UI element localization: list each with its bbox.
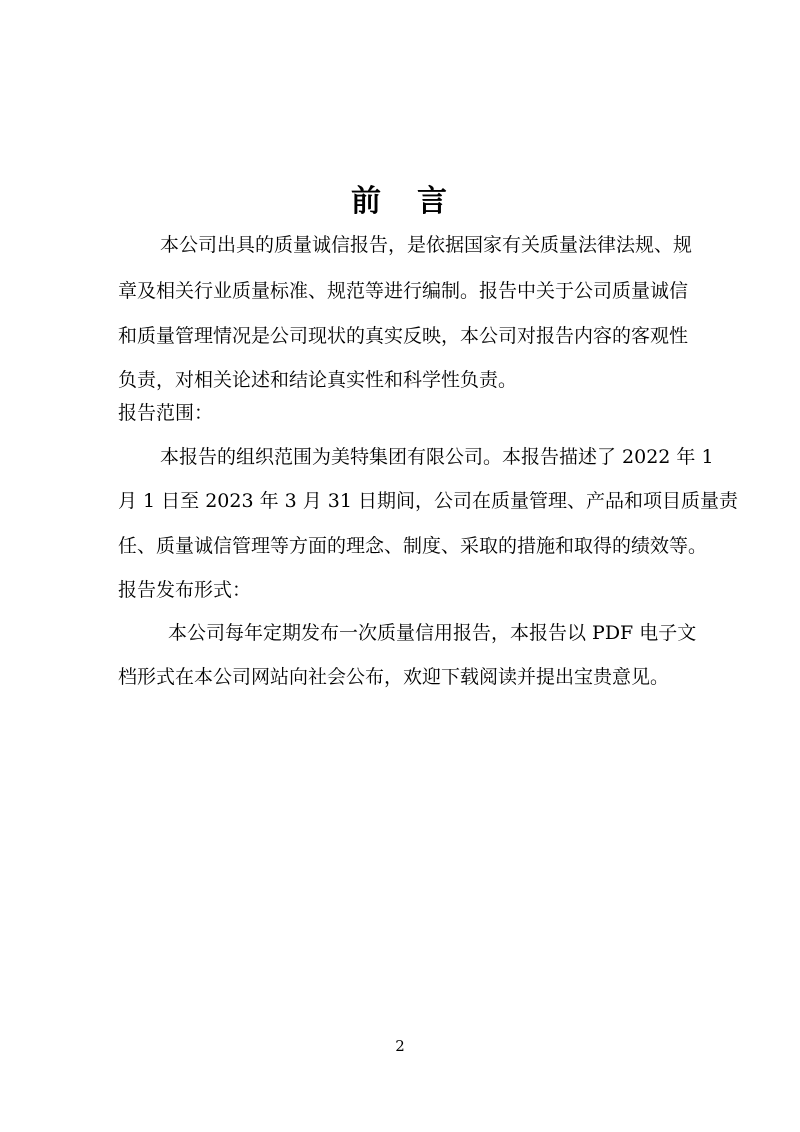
- scope-heading: 报告范围：: [118, 402, 214, 424]
- page-title-char-2: 言: [417, 184, 449, 219]
- publication-line-1: 本公司每年定期发布一次质量信用报告，本报告以 PDF 电子文: [168, 622, 697, 644]
- intro-line-2: 章及相关行业质量标准、规范等进行编制。报告中关于公司质量诚信: [118, 280, 689, 302]
- page-number: 2: [395, 1037, 405, 1055]
- page-title: [0, 180, 800, 224]
- publication-heading: 报告发布形式：: [118, 579, 252, 601]
- scope-line-1: 本报告的组织范围为美特集团有限公司。本报告描述了 2022 年 1: [160, 446, 714, 468]
- intro-line-3: 和质量管理情况是公司现状的真实反映，本公司对报告内容的客观性: [118, 325, 689, 347]
- page-title-char-1: 前: [351, 184, 383, 219]
- intro-line-1: 本公司出具的质量诚信报告，是依据国家有关质量法律法规、规: [160, 234, 693, 256]
- publication-line-2: 档形式在本公司网站向社会公布，欢迎下载阅读并提出宝贵意见。: [118, 666, 670, 688]
- scope-line-3: 任、质量诚信管理等方面的理念、制度、采取的措施和取得的绩效等。: [118, 535, 708, 557]
- intro-line-4: 负责，对相关论述和结论真实性和科学性负责。: [118, 369, 518, 391]
- scope-line-2: 月 1 日至 2023 年 3 月 31 日期间，公司在质量管理、产品和项目质量责: [118, 490, 739, 512]
